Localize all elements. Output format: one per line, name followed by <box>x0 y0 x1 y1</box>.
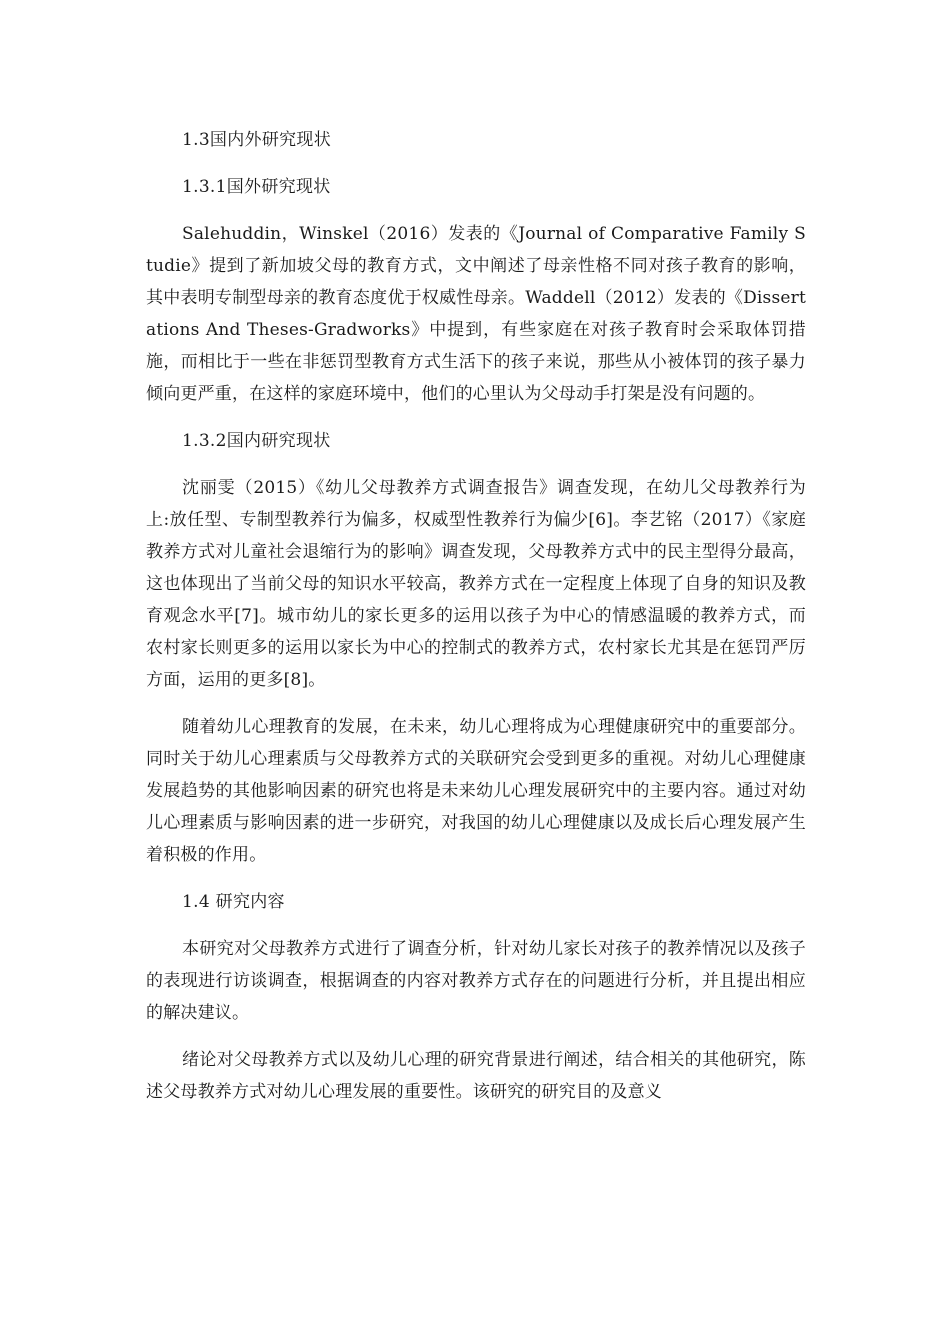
paragraph-future-outlook: 随着幼儿心理教育的发展，在未来，幼儿心理将成为心理健康研究中的重要部分。同时关于幼儿心理素质与父母教养方式的关联研究会受到更多的重视。对幼儿心理健康发展趋势的其他影响因素的研究也将是未来幼儿心理发展研究中的主要内容。通过对幼儿心理素质与影响因素的进一步研究，对我国的幼儿心理健康以及成长后心理发展产生着积极的作用。 <box>146 717 806 865</box>
document-body <box>146 124 806 1123</box>
paragraph-introduction-summary: 绪论对父母教养方式以及幼儿心理的研究背景进行阐述，结合相关的其他研究，陈述父母教养方式对幼儿心理发展的重要性。该研究的研究目的及意义 <box>146 1050 806 1102</box>
paragraph-research-content: 本研究对父母教养方式进行了调查分析，针对幼儿家长对孩子的教养情况以及孩子的表现进行访谈调查，根据调查的内容对教养方式存在的问题进行分析，并且提出相应的解决建议。 <box>146 939 806 1023</box>
paragraph-foreign-research: Salehuddin，Winskel（2016）发表的《Journal of Comparative Family Studie》提到了新加坡父母的教育方式，文中阐述了母亲性格不同对孩子教育的影响，其中表明专制型母亲的教育态度优于权威性母亲。Waddell（2012）发表的《Dissertations And Theses-Gradworks》中提到，有些家庭在对孩子教育时会采取体罚措施，而相比于一些在非惩罚型教育方式生活下的孩子来说，那些从小被体罚的孩子暴力倾向更严重，在这样的家庭环境中，他们的心里认为父母动手打架是没有问题的。 <box>146 224 806 404</box>
section-heading-1-4: 1.4 研究内容 <box>182 892 285 912</box>
section-heading-1-3: 1.3国内外研究现状 <box>182 130 332 150</box>
paragraph-domestic-research: 沈丽雯（2015）《幼儿父母教养方式调查报告》调查发现，在幼儿父母教养行为上:放任型、专制型教养行为偏多，权威型性教养行为偏少[6]。李艺铭（2017）《家庭教养方式对儿童社会退缩行为的影响》调查发现，父母教养方式中的民主型得分最高，这也体现出了当前父母的知识水平较高，教养方式在一定程度上体现了自身的知识及教育观念水平[7]。城市幼儿的家长更多的运用以孩子为中心的情感温暖的教养方式，而农村家长则更多的运用以家长为中心的控制式的教养方式，农村家长尤其是在惩罚严厉方面，运用的更多[8]。 <box>146 478 806 690</box>
subsection-heading-1-3-1: 1.3.1国外研究现状 <box>182 177 331 197</box>
subsection-heading-1-3-2: 1.3.2国内研究现状 <box>182 431 331 451</box>
